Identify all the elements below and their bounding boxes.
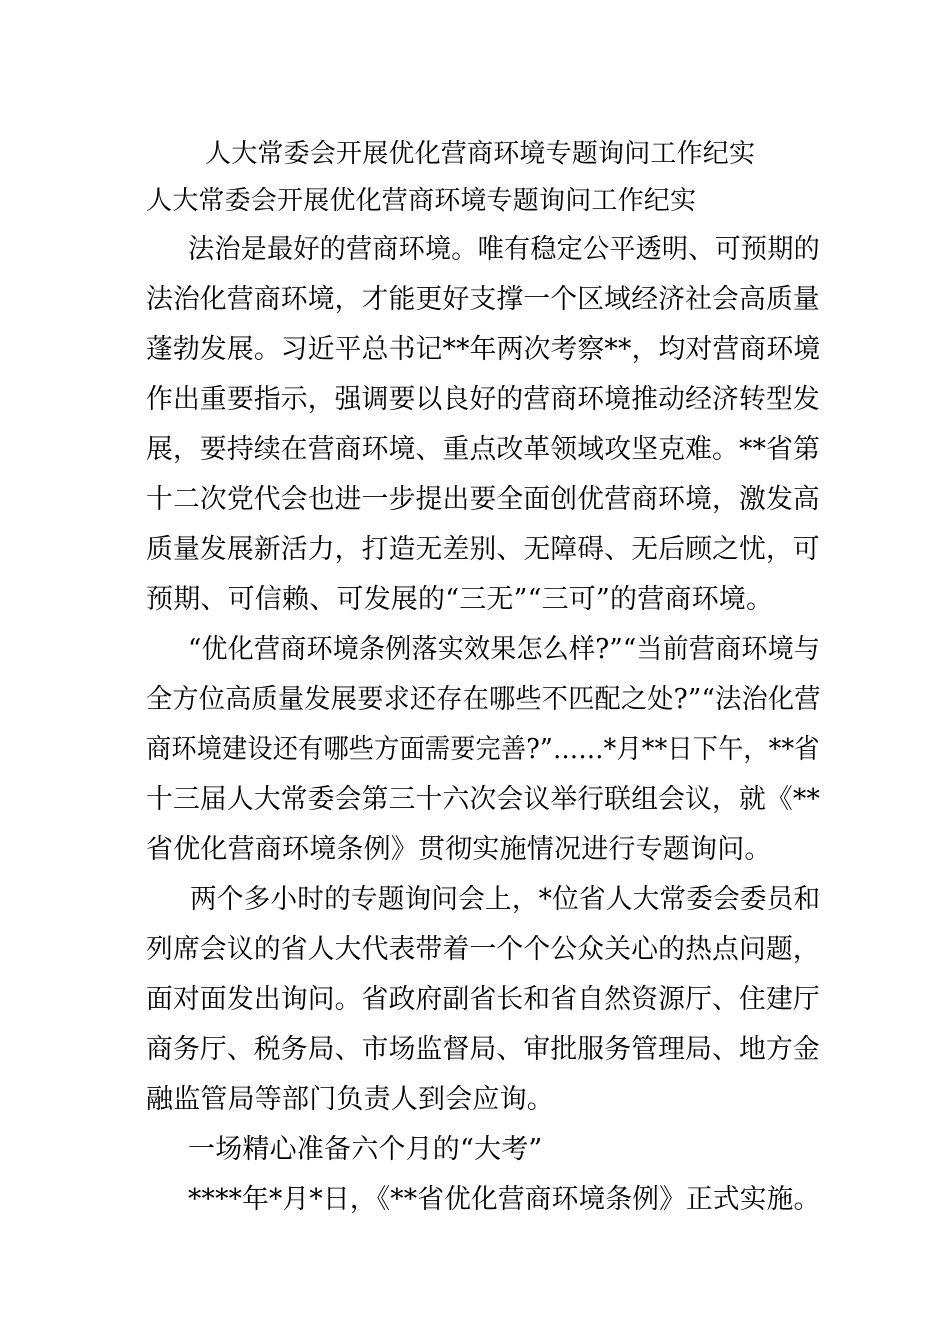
paragraph-line: 商环境建设还有哪些方面需要完善?”……*月**日下午，**省 bbox=[146, 734, 820, 765]
document-title: 人大常委会开展优化营商环境专题询问工作纪实 bbox=[205, 139, 756, 169]
paragraph-line: 展，要持续在营商环境、重点改革领域攻坚克难。**省第 bbox=[146, 434, 821, 465]
paragraph-line: 省优化营商环境条例》贯彻实施情况进行专题询问。 bbox=[146, 834, 772, 865]
paragraph-line: 十三届人大常委会第三十六次会议举行联组会议，就《** bbox=[146, 784, 821, 815]
paragraph-line: 面对面发出询问。省政府副省长和省自然资源厅、住建厅 bbox=[146, 984, 820, 1015]
paragraph-line: 十二次党代会也进一步提出要全面创优营商环境，激发高 bbox=[146, 484, 820, 515]
paragraph-line: ****年*月*日，《**省优化营商环境条例》正式实施。 bbox=[188, 1184, 821, 1215]
section-heading: 一场精心准备六个月的“大考” bbox=[188, 1134, 543, 1165]
paragraph-line: 法治是最好的营商环境。唯有稳定公平透明、可预期的 bbox=[188, 234, 820, 265]
paragraph-line: 商务厅、税务局、市场监督局、审批服务管理局、地方金 bbox=[146, 1034, 820, 1065]
paragraph-line: 质量发展新活力，打造无差别、无障碍、无后顾之忧，可 bbox=[146, 534, 820, 565]
paragraph-line: 两个多小时的专题询问会上，*位省人大常委会委员和 bbox=[190, 884, 821, 915]
paragraph-line: 法治化营商环境，才能更好支撑一个区域经济社会高质量 bbox=[146, 284, 820, 315]
document-subtitle: 人大常委会开展优化营商环境专题询问工作纪实 bbox=[146, 186, 697, 216]
paragraph-line: 列席会议的省人大代表带着一个个公众关心的热点问题， bbox=[146, 934, 820, 965]
paragraph-line: 全方位高质量发展要求还存在哪些不匹配之处?”“法治化营 bbox=[146, 684, 821, 715]
paragraph-line: 蓬勃发展。习近平总书记**年两次考察**，均对营商环境 bbox=[146, 334, 821, 365]
paragraph-line: “优化营商环境条例落实效果怎么样?”“当前营商环境与 bbox=[188, 634, 821, 665]
paragraph-line: 融监管局等部门负责人到会应询。 bbox=[146, 1084, 554, 1115]
paragraph-line: 作出重要指示，强调要以良好的营商环境推动经济转型发 bbox=[146, 384, 820, 415]
paragraph-line: 预期、可信赖、可发展的“三无”“三可”的营商环境。 bbox=[146, 584, 774, 615]
